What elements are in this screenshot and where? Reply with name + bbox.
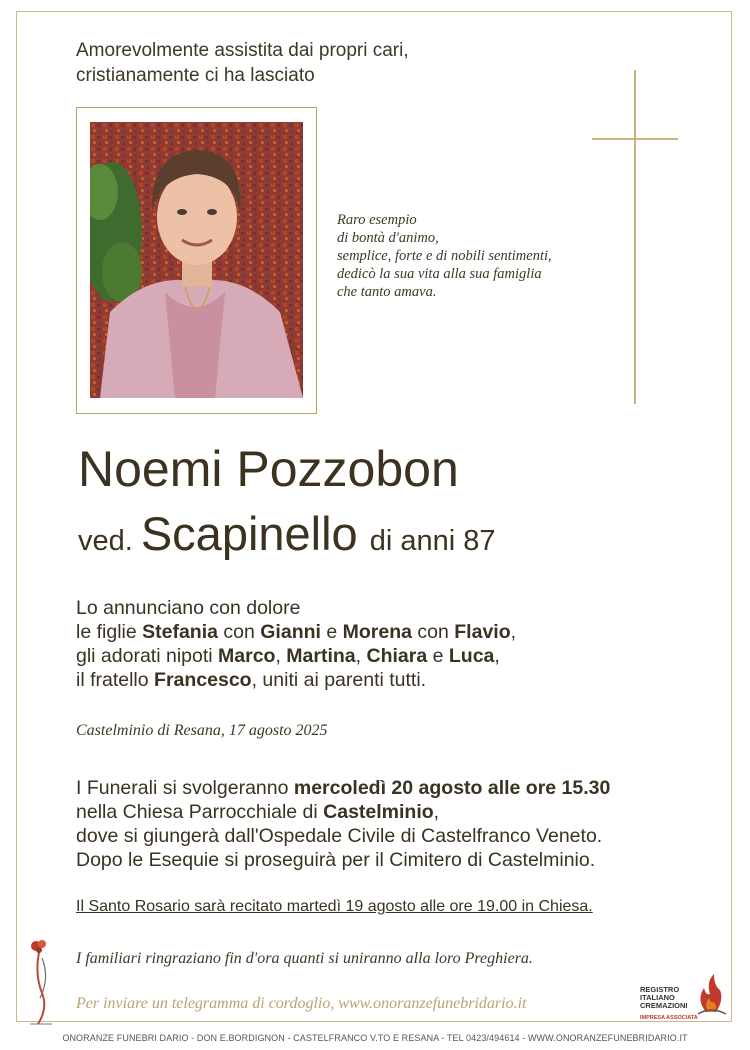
- text: e: [320, 621, 343, 643]
- intro-line: Amorevolmente assistita dai propri cari,: [76, 40, 409, 61]
- intro-text: [76, 38, 409, 88]
- tribute-quote: [337, 211, 552, 301]
- funeral-details: [76, 776, 610, 872]
- text: con: [217, 621, 261, 643]
- logo-text: CREMAZIONI: [640, 1001, 688, 1010]
- text: gli adorati nipoti: [76, 645, 219, 667]
- announce-line: [76, 620, 516, 644]
- text: con: [411, 621, 455, 643]
- relative-name: Morena: [342, 621, 412, 643]
- church-location: Castelminio: [323, 801, 434, 823]
- widow-prefix: ved.: [78, 525, 133, 557]
- place-date: Castelminio di Resana, 17 agosto 2025: [76, 722, 328, 739]
- logo-text: ITALIANO: [640, 993, 675, 1002]
- cross-icon: [634, 70, 636, 404]
- flower-icon: [26, 938, 56, 1031]
- relative-name: Flavio: [454, 621, 511, 643]
- funeral-line: [76, 800, 610, 824]
- relative-name: Gianni: [260, 621, 321, 643]
- text: ,: [275, 645, 287, 667]
- text: e: [427, 645, 449, 667]
- rosary-notice: Il Santo Rosario sarà recitato martedì 19 agosto alle ore 19.00 in Chiesa.: [76, 898, 593, 915]
- announce-line: [76, 668, 516, 692]
- thanks-note: I familiari ringraziano fin d'ora quanti si uniranno alla loro Preghiera.: [76, 950, 533, 967]
- quote-line: che tanto amava.: [337, 284, 437, 300]
- text: nella Chiesa Parrocchiale di: [76, 801, 324, 823]
- quote-line: dedicò la sua vita alla sua famiglia: [337, 266, 542, 282]
- funeral-line: dove si giungerà dall'Ospedale Civile di Castelfranco Veneto.: [76, 825, 603, 847]
- quote-line: semplice, forte e di nobili sentimenti,: [337, 248, 552, 264]
- text: I Funerali si svolgeranno: [76, 777, 294, 799]
- portrait-photo: [90, 122, 303, 398]
- text: ,: [494, 645, 500, 667]
- text: ,: [433, 801, 440, 823]
- text: ,: [510, 621, 517, 643]
- quote-line: di bontà d'animo,: [337, 230, 439, 246]
- logo-subtext: IMPRESA ASSOCIATA: [640, 1015, 698, 1021]
- deceased-subname: [78, 506, 495, 561]
- funeral-datetime: mercoledì 20 agosto alle ore 15.30: [293, 777, 611, 799]
- announce-line: [76, 644, 516, 668]
- relative-name: Chiara: [366, 645, 428, 667]
- announce-line: Lo annunciano con dolore: [76, 597, 301, 619]
- text: il fratello: [76, 669, 155, 691]
- announcement: [76, 596, 516, 692]
- relative-name: Francesco: [154, 669, 252, 691]
- text: le figlie: [76, 621, 143, 643]
- footer-contact: ONORANZE FUNEBRI DARIO - DON E.BORDIGNON - CASTELFRANCO V.TO E RESANA - TEL 0423/494614 - WWW.ONORANZEFUNEBRIDARIO.IT: [62, 1033, 688, 1043]
- married-surname: Scapinello: [140, 507, 358, 560]
- text: ,: [355, 645, 367, 667]
- quote-line: Raro esempio: [337, 212, 417, 228]
- deceased-name: Noemi Pozzobon: [78, 441, 459, 497]
- funeral-line: Dopo le Esequie si proseguirà per il Cimitero di Castelminio.: [76, 849, 596, 871]
- registro-cremazioni-logo: [640, 972, 730, 1024]
- intro-line: cristianamente ci ha lasciato: [76, 65, 315, 86]
- relative-name: Marco: [218, 645, 276, 667]
- relative-name: Stefania: [142, 621, 218, 643]
- funeral-line: [76, 776, 610, 800]
- cross-icon-bar: [592, 138, 678, 140]
- relative-name: Luca: [448, 645, 495, 667]
- logo-text: REGISTRO: [640, 985, 680, 994]
- flame-icon: [694, 972, 728, 1016]
- text: , uniti ai parenti tutti.: [251, 669, 427, 691]
- relative-name: Martina: [286, 645, 356, 667]
- deceased-age: di anni 87: [369, 525, 496, 557]
- telegram-link[interactable]: Per inviare un telegramma di cordoglio, www.onoranzefunebridario.it: [76, 995, 527, 1012]
